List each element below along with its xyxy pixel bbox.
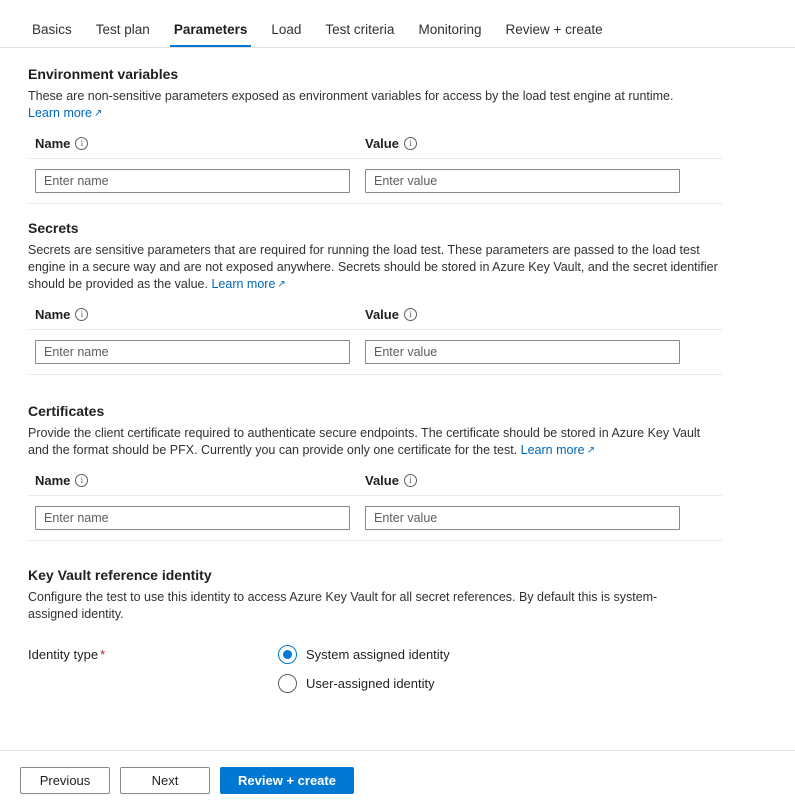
secrets-value-text: Value — [365, 307, 399, 322]
info-icon[interactable]: i — [75, 308, 88, 321]
secrets-learn-more-link[interactable] — [211, 277, 285, 291]
environment-variables-grid — [28, 136, 722, 204]
environment-variables-name-input[interactable] — [35, 169, 350, 193]
environment-variables-section — [28, 66, 771, 204]
key-vault-identity-title: Key Vault reference identity — [28, 567, 212, 583]
environment-variables-value-column — [358, 136, 680, 151]
certificates-learn-more-label: Learn more — [520, 443, 585, 457]
secrets-value-label — [365, 307, 417, 322]
environment-variables-value-cell — [358, 169, 680, 193]
certificates-grid-header — [28, 473, 722, 496]
info-icon[interactable]: i — [404, 474, 417, 487]
certificates-value-column — [358, 473, 680, 488]
next-button[interactable]: Next — [120, 767, 210, 794]
secrets-name-cell — [28, 340, 358, 364]
secrets-learn-more-label: Learn more — [211, 277, 276, 291]
secrets-name-column — [28, 307, 358, 322]
info-icon[interactable]: i — [404, 137, 417, 150]
radio-user-assigned-identity[interactable] — [278, 674, 450, 693]
table-row — [28, 159, 722, 203]
identity-type-radio-group — [278, 645, 450, 693]
certificates-name-label — [35, 473, 88, 488]
tab-load[interactable]: Load — [271, 21, 302, 37]
key-vault-identity-section — [28, 567, 771, 693]
certificates-grid — [28, 473, 722, 541]
secrets-grid-header — [28, 307, 722, 330]
table-row — [28, 496, 722, 540]
certificates-value-input[interactable] — [365, 506, 680, 530]
info-icon[interactable]: i — [404, 308, 417, 321]
environment-variables-value-label — [365, 136, 417, 151]
environment-variables-name-column — [28, 136, 358, 151]
external-link-icon: ↗ — [586, 445, 595, 456]
environment-variables-description — [28, 88, 722, 122]
identity-type-label — [28, 645, 278, 662]
environment-variables-learn-more-link[interactable] — [28, 106, 102, 120]
certificates-description-text: Provide the client certificate required to authenticate secure endpoints. The certificate should be stored in Azure Key Vault and the format should be PFX. Currently you can provide only one certificate for the test. — [28, 426, 701, 457]
tab-test-plan[interactable]: Test plan — [95, 21, 150, 37]
environment-variables-name-label — [35, 136, 88, 151]
secrets-value-column — [358, 307, 680, 322]
table-row — [28, 330, 722, 374]
certificates-value-cell — [358, 506, 680, 530]
certificates-name-text: Name — [35, 473, 71, 488]
parameters-content — [0, 48, 795, 693]
external-link-icon: ↗ — [93, 108, 103, 119]
environment-variables-title: Environment variables — [28, 66, 179, 82]
secrets-section — [28, 220, 771, 375]
certificates-title: Certificates — [28, 403, 105, 419]
secrets-description-text: Secrets are sensitive parameters that are required for running the load test. These parameters are passed to the load test engine in a secure way and are not exposed anywhere. Secrets should be stored in Azure Key Vault, and the secret identifier should be provided as the value. — [28, 243, 718, 291]
review-create-button[interactable]: Review + create — [220, 767, 354, 794]
certificates-name-input[interactable] — [35, 506, 350, 530]
secrets-description — [28, 242, 722, 293]
wizard-footer — [0, 750, 795, 810]
environment-variables-description-text: These are non-sensitive parameters exposed as environment variables for access by the load test engine at runtime. — [28, 89, 674, 103]
key-vault-identity-description: Configure the test to use this identity to access Azure Key Vault for all secret references. By default this is system-assigned identity. — [28, 590, 658, 621]
environment-variables-value-text: Value — [365, 136, 399, 151]
environment-variables-learn-more-label: Learn more — [28, 106, 92, 120]
external-link-icon: ↗ — [277, 279, 286, 290]
environment-variables-grid-header — [28, 136, 722, 159]
certificates-description — [28, 425, 722, 459]
environment-variables-name-text: Name — [35, 136, 71, 151]
certificates-name-column — [28, 473, 358, 488]
certificates-section — [28, 403, 771, 541]
radio-button-icon[interactable] — [278, 645, 297, 664]
secrets-title: Secrets — [28, 220, 79, 236]
secrets-name-input[interactable] — [35, 340, 350, 364]
info-icon[interactable]: i — [75, 474, 88, 487]
radio-button-icon[interactable] — [278, 674, 297, 693]
environment-variables-name-cell — [28, 169, 358, 193]
tab-monitoring[interactable]: Monitoring — [418, 21, 482, 37]
radio-system-assigned-identity[interactable] — [278, 645, 450, 664]
certificates-value-label — [365, 473, 417, 488]
environment-variables-value-input[interactable] — [365, 169, 680, 193]
radio-user-assigned-identity-label: User-assigned identity — [306, 676, 435, 691]
required-indicator: * — [100, 647, 106, 662]
secrets-value-input[interactable] — [365, 340, 680, 364]
secrets-name-label — [35, 307, 88, 322]
radio-system-assigned-identity-label: System assigned identity — [306, 647, 450, 662]
certificates-value-text: Value — [365, 473, 399, 488]
tab-review-create[interactable]: Review + create — [505, 21, 603, 37]
secrets-value-cell — [358, 340, 680, 364]
secrets-name-text: Name — [35, 307, 71, 322]
tab-parameters[interactable]: Parameters — [162, 23, 260, 48]
previous-button[interactable]: Previous — [20, 767, 110, 794]
certificates-learn-more-link[interactable] — [521, 443, 595, 457]
wizard-tabs — [0, 0, 795, 48]
certificates-name-cell — [28, 506, 358, 530]
identity-type-label-text: Identity type — [28, 647, 99, 662]
tab-test-criteria[interactable]: Test criteria — [325, 21, 395, 37]
identity-type-row — [28, 645, 771, 693]
secrets-grid — [28, 307, 722, 375]
info-icon[interactable]: i — [75, 137, 88, 150]
tab-basics[interactable]: Basics — [32, 21, 72, 37]
